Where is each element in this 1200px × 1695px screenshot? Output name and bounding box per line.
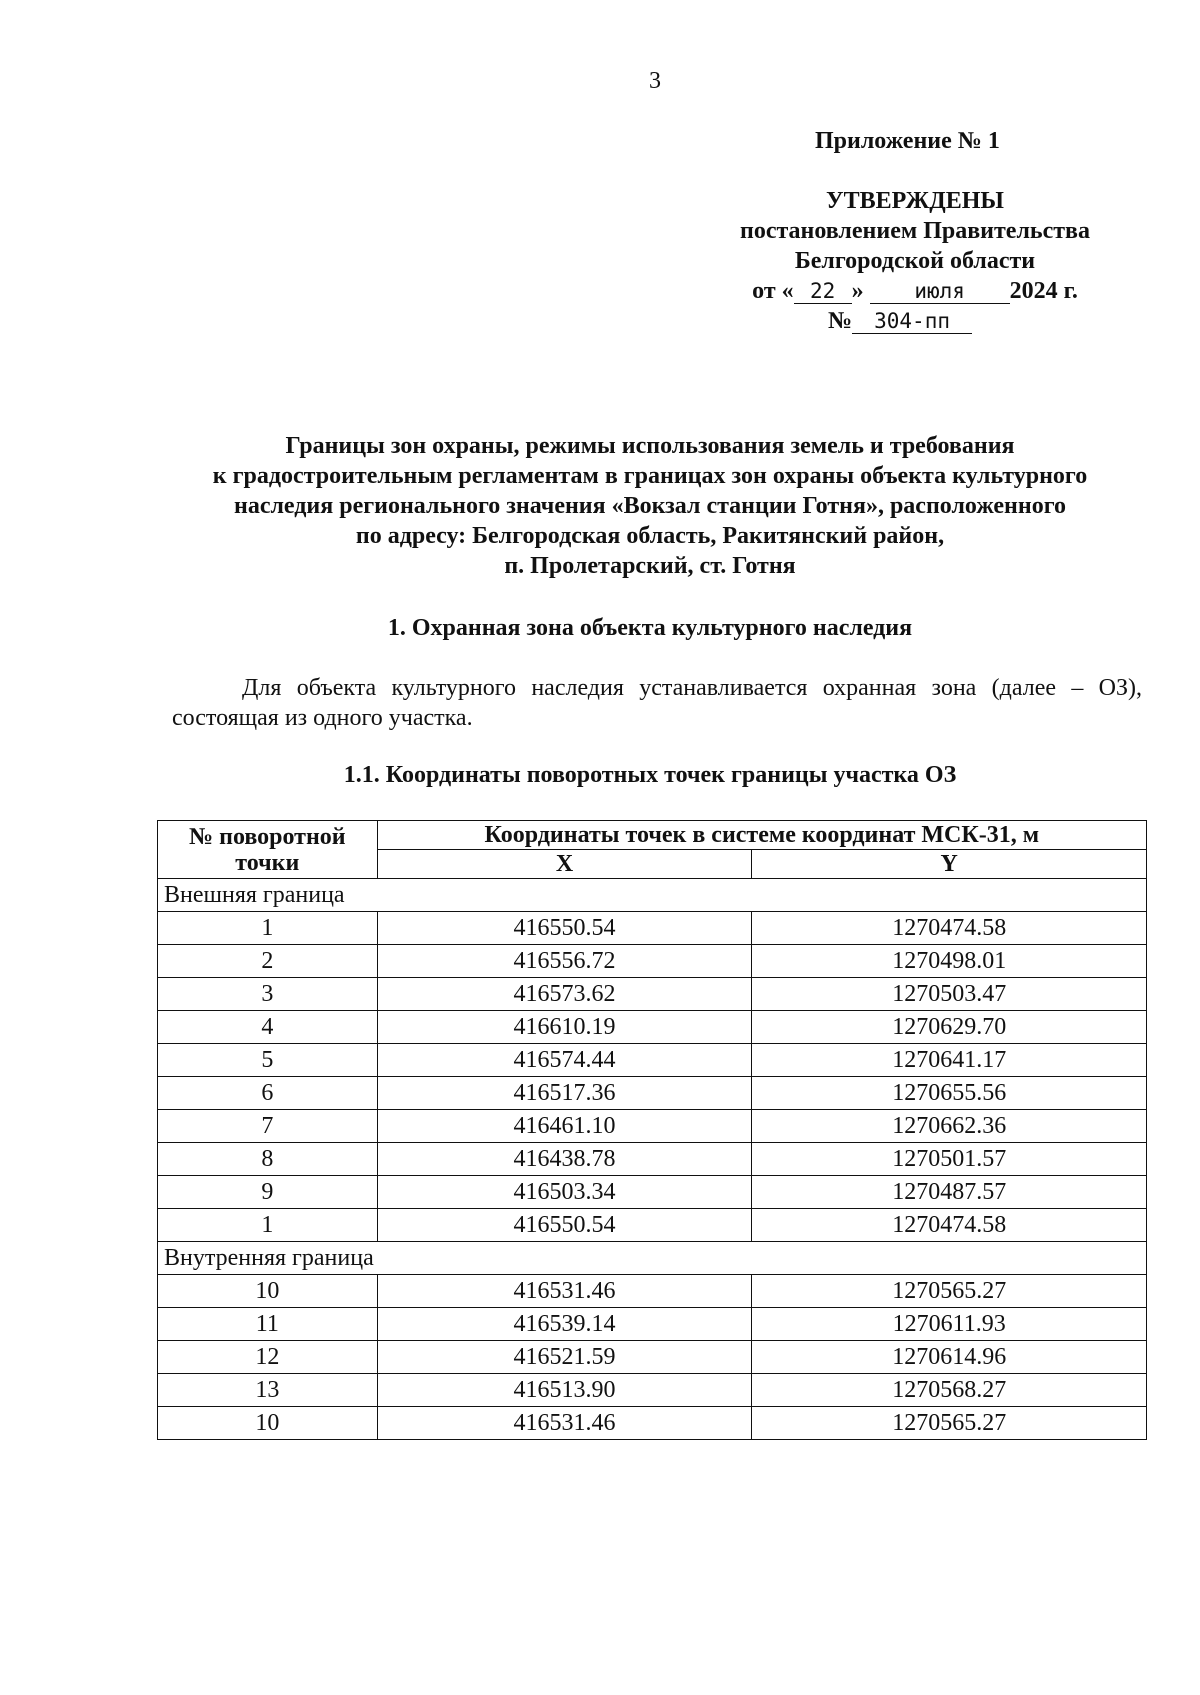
date-year: 2024 г. (1009, 278, 1078, 304)
date-prefix: от « (752, 278, 794, 304)
point-number-cell: 8 (158, 1143, 378, 1176)
approval-date (650, 276, 1180, 306)
x-coordinate-cell: 416539.14 (377, 1308, 752, 1341)
point-number-cell: 2 (158, 945, 378, 978)
x-coordinate-cell: 416550.54 (377, 1209, 752, 1242)
approval-line-2: Белгородской области (794, 248, 1036, 274)
point-number-cell: 9 (158, 1176, 378, 1209)
x-coordinate-cell: 416531.46 (377, 1407, 752, 1440)
approval-line-1: постановлением Правительства (739, 218, 1090, 244)
y-coordinate-cell: 1270565.27 (752, 1407, 1147, 1440)
x-coordinate-cell: 416438.78 (377, 1143, 752, 1176)
table-row (158, 1011, 1147, 1044)
subsection-heading: 1.1. Координаты поворотных точек границы участка ОЗ (343, 762, 957, 788)
group-label: Внутренняя граница (158, 1242, 1147, 1275)
document-number: 304-пп (852, 309, 972, 334)
x-coordinate-cell: 416461.10 (377, 1110, 752, 1143)
table-row (158, 1110, 1147, 1143)
title-line: Границы зон охраны, режимы использования земель и требования (285, 433, 1015, 459)
y-coordinate-cell: 1270611.93 (752, 1308, 1147, 1341)
point-number-cell: 10 (158, 1407, 378, 1440)
y-coordinate-cell: 1270655.56 (752, 1077, 1147, 1110)
y-coordinate-cell: 1270641.17 (752, 1044, 1147, 1077)
table-row (158, 1209, 1147, 1242)
title-line: наследия регионального значения «Вокзал станции Готня», расположенного (233, 493, 1067, 519)
section-paragraph: Для объекта культурного наследия устанавливается охранная зона (далее – ОЗ), состоящая из одного участка. (172, 675, 1142, 731)
y-coordinate-cell: 1270474.58 (752, 912, 1147, 945)
table-row (158, 1275, 1147, 1308)
x-coordinate-cell: 416610.19 (377, 1011, 752, 1044)
y-coordinate-cell: 1270501.57 (752, 1143, 1147, 1176)
y-coordinate-cell: 1270568.27 (752, 1374, 1147, 1407)
y-coordinate-cell: 1270565.27 (752, 1275, 1147, 1308)
y-coordinate-cell: 1270662.36 (752, 1110, 1147, 1143)
header-y: Y (752, 850, 1147, 879)
header-coordinates: Координаты точек в системе координат МСК-31, м (377, 821, 1146, 850)
header-x: X (377, 850, 752, 879)
point-number-cell: 6 (158, 1077, 378, 1110)
table-body (158, 879, 1147, 1440)
table-row (158, 1341, 1147, 1374)
approved-heading: УТВЕРЖДЕНЫ (826, 188, 1004, 214)
group-label: Внешняя граница (158, 879, 1147, 912)
table-row (158, 1077, 1147, 1110)
document-title (160, 431, 1140, 581)
point-number-cell: 1 (158, 912, 378, 945)
table-row (158, 912, 1147, 945)
table-row (158, 1374, 1147, 1407)
y-coordinate-cell: 1270487.57 (752, 1176, 1147, 1209)
point-number-cell: 13 (158, 1374, 378, 1407)
approval-block (650, 186, 1180, 336)
x-coordinate-cell: 416556.72 (377, 945, 752, 978)
approval-number (650, 306, 1180, 336)
table-row (158, 1407, 1147, 1440)
section-heading: 1. Охранная зона объекта культурного наследия (387, 615, 913, 641)
table-group-row (158, 879, 1147, 912)
table-row (158, 945, 1147, 978)
x-coordinate-cell: 416521.59 (377, 1341, 752, 1374)
date-day: 22 (794, 279, 852, 304)
y-coordinate-cell: 1270629.70 (752, 1011, 1147, 1044)
point-number-cell: 7 (158, 1110, 378, 1143)
title-line: к градостроительным регламентам в границах зон охраны объекта культурного (212, 463, 1088, 489)
y-coordinate-cell: 1270474.58 (752, 1209, 1147, 1242)
date-month: июля (870, 279, 1010, 304)
table-group-row (158, 1242, 1147, 1275)
table-row (158, 1143, 1147, 1176)
point-number-cell: 4 (158, 1011, 378, 1044)
table-row (158, 1308, 1147, 1341)
title-line: п. Пролетарский, ст. Готня (504, 553, 796, 579)
point-number-cell: 3 (158, 978, 378, 1011)
number-prefix: № (827, 308, 853, 334)
y-coordinate-cell: 1270614.96 (752, 1341, 1147, 1374)
x-coordinate-cell: 416517.36 (377, 1077, 752, 1110)
y-coordinate-cell: 1270503.47 (752, 978, 1147, 1011)
appendix-label: Приложение № 1 (815, 128, 1000, 154)
title-line: по адресу: Белгородская область, Ракитянский район, (355, 523, 945, 549)
x-coordinate-cell: 416531.46 (377, 1275, 752, 1308)
table-row (158, 978, 1147, 1011)
point-number-cell: 10 (158, 1275, 378, 1308)
table-row (158, 1044, 1147, 1077)
x-coordinate-cell: 416513.90 (377, 1374, 752, 1407)
x-coordinate-cell: 416550.54 (377, 912, 752, 945)
coordinates-table (157, 820, 1147, 1440)
point-number-cell: 11 (158, 1308, 378, 1341)
point-number-cell: 12 (158, 1341, 378, 1374)
x-coordinate-cell: 416574.44 (377, 1044, 752, 1077)
x-coordinate-cell: 416573.62 (377, 978, 752, 1011)
page-number: 3 (649, 68, 661, 94)
point-number-cell: 1 (158, 1209, 378, 1242)
header-point-number: № поворотной точки (158, 821, 378, 879)
table-row (158, 1176, 1147, 1209)
date-mid: » (851, 278, 864, 304)
y-coordinate-cell: 1270498.01 (752, 945, 1147, 978)
x-coordinate-cell: 416503.34 (377, 1176, 752, 1209)
point-number-cell: 5 (158, 1044, 378, 1077)
